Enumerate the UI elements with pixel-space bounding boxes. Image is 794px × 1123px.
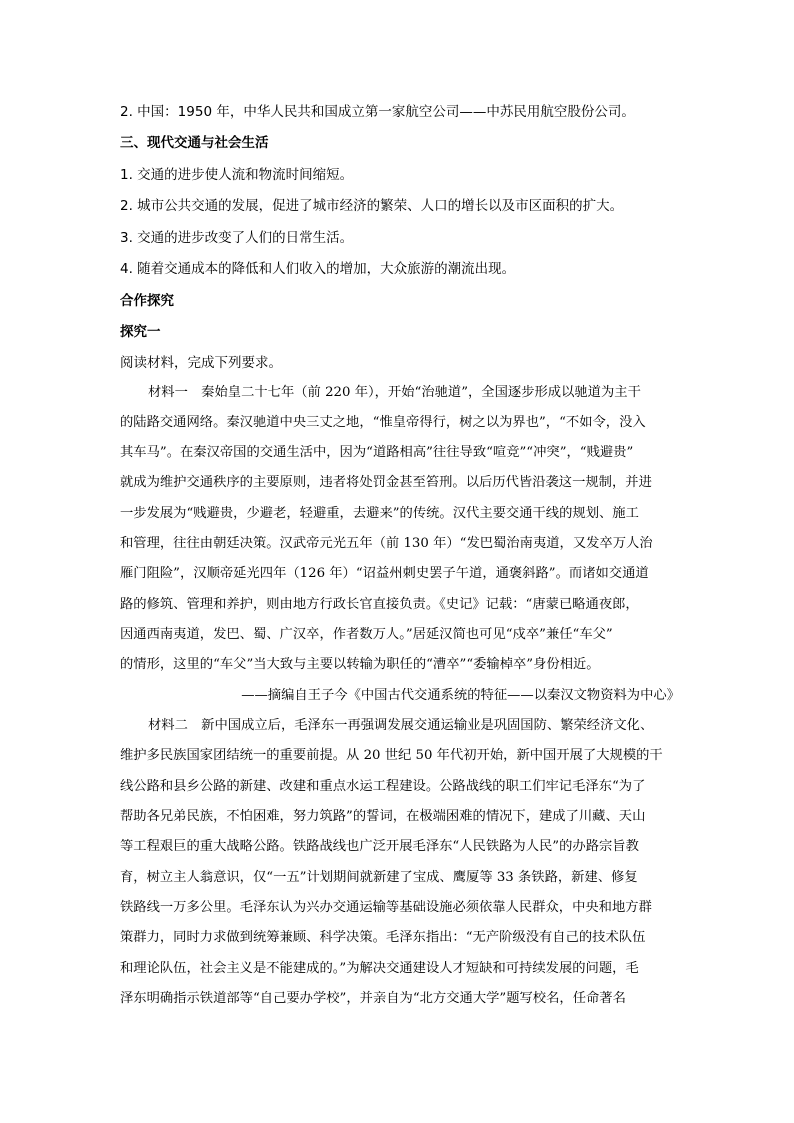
- material-line: 一步发展为“贱避贵，少避老，轻避重，去避来”的传统。汉代主要交通干线的规划、施工: [120, 506, 639, 521]
- material-line: 路的修筑、管理和养护，则由地方行政长官直接负责。《史记》记载：“唐蒙已略通夜郎，: [120, 597, 639, 612]
- text-line: 2. 中国：1950 年，中华人民共和国成立第一家航空公司——中苏民用航空股份公司。: [120, 104, 635, 120]
- material-line: 泽东明确指示铁道部等“自己要办学校”，并亲自为“北方交通大学”题写校名，任命著名: [120, 991, 626, 1006]
- material-line: 等工程艰巨的重大战略公路。铁路战线也广泛开展毛泽东“人民铁路为人民”的办路宗旨教: [120, 839, 639, 854]
- material-line: 维护多民族国家团结统一的重要前提。从 20 世纪 50 年代初开始，新中国开展了大规模的干: [120, 748, 663, 763]
- section-heading: 三、现代交通与社会生活: [120, 135, 269, 151]
- material-line: 就成为维护交通秩序的主要原则，违者将处罚金甚至笞刑。以后历代皆沿袭这一规制，并进: [120, 475, 652, 490]
- material-line: 材料一 秦始皇二十七年（前 220 年），开始“治驰道”，全国逐步形成以驰道为主干: [148, 385, 641, 400]
- material-line: 育，树立主人翁意识，仅“一五”计划期间就新建了宝成、鹰厦等 33 条铁路，新建、修复: [120, 870, 638, 885]
- material-line: 的陆路交通网络。秦汉驰道中央三丈之地，“惟皇帝得行，树之以为界也”，“不如令，没入: [120, 415, 646, 430]
- material-line: 铁路线一万多公里。毛泽东认为兴办交通运输等基础设施必须依靠人民群众，中央和地方群: [120, 900, 652, 915]
- material-line: 其车马”。在秦汉帝国的交通生活中，因为“道路相高”往往导致“喧竞”“冲突”，“贱避贵”: [120, 445, 634, 460]
- material-line: 因通西南夷道，发巴、蜀、广汉卒，作者数万人。”居延汉简也可见“戍卒”兼任“车父”: [120, 627, 613, 642]
- list-item: 4. 随着交通成本的降低和人们收入的增加，大众旅游的潮流出现。: [120, 261, 516, 277]
- material-line: 和管理，往往由朝廷决策。汉武帝元光五年（前 130 年）“发巴蜀治南夷道，又发卒万人治: [120, 536, 653, 551]
- list-item: 1. 交通的进步使人流和物流时间缩短。: [120, 167, 354, 183]
- material-line: 雁门阻险”，汉顺帝延光四年（126 年）“诏益州刺史罢子午道，通褒斜路”。而诸如交通道: [120, 566, 649, 581]
- list-item: 3. 交通的进步改变了人们的日常生活。: [120, 230, 354, 246]
- material-line: 的情形，这里的“车父”当大致与主要以转输为职任的“漕卒”“委输棹卒”身份相近。: [120, 657, 600, 672]
- material-line: 材料二 新中国成立后，毛泽东一再强调发展交通运输业是巩固国防、繁荣经济文化、: [148, 718, 654, 733]
- material-line: 和理论队伍，社会主义是不能建成的。”为解决交通建设人才短缺和可持续发展的问题，毛: [120, 961, 639, 976]
- subsection-heading: 探究一: [120, 324, 161, 340]
- instruction-text: 阅读材料，完成下列要求。: [120, 355, 282, 371]
- material-line: 线公路和县乡公路的新建、改建和重点水运工程建设。公路战线的职工们牢记毛泽东“为了: [120, 779, 646, 794]
- material-line: 帮助各兄弟民族，不怕困难，努力筑路”的誓词，在极端困难的情况下，建成了川藏、天山: [120, 809, 646, 824]
- material-line: 策群力，同时力求做到统筹兼顾、科学决策。毛泽东指出：“无产阶级没有自己的技术队伍: [120, 930, 646, 945]
- material-source: ——摘编自王子今《中国古代交通系统的特征——以秦汉文物资料为中心》: [241, 688, 680, 703]
- section-heading: 合作探究: [120, 293, 174, 309]
- list-item: 2. 城市公共交通的发展，促进了城市经济的繁荣、人口的增长以及市区面积的扩大。: [120, 198, 624, 214]
